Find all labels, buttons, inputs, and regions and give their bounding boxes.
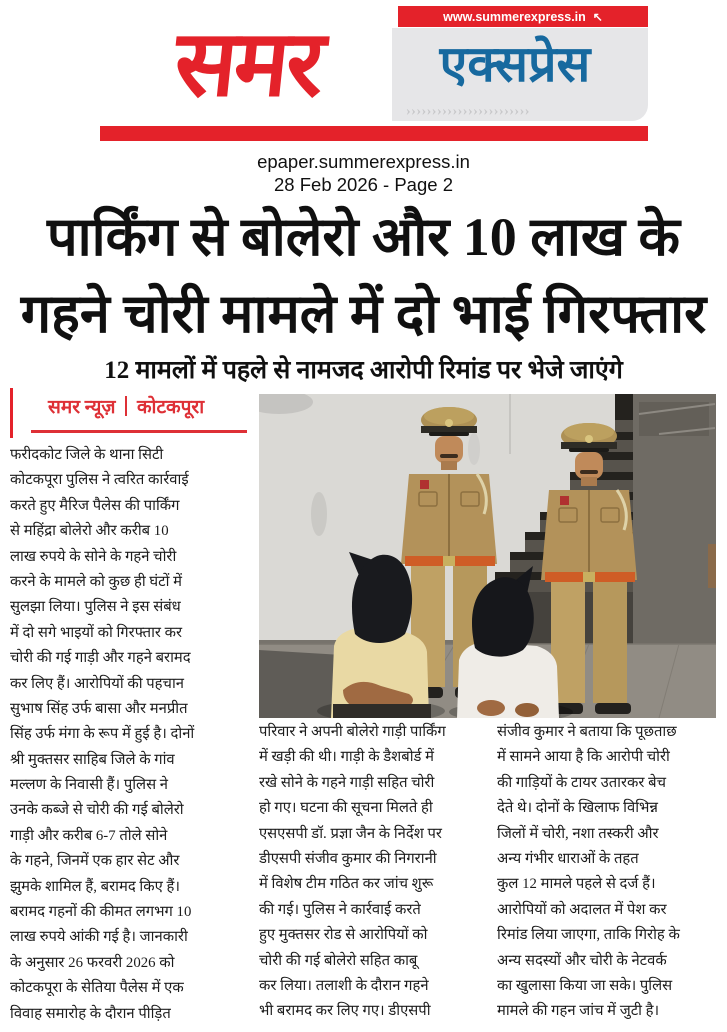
text-line: संजीव कुमार ने बताया कि पूछताछ <box>497 724 677 740</box>
text-line: कर लिया। तलाशी के दौरान गहने <box>259 977 429 994</box>
text-line: की गाड़ियों के टायर उतारकर बेच <box>497 774 666 791</box>
text-line: लाख रुपये के सोने के गहने चोरी <box>10 548 177 565</box>
text-line: के गहने, जिनमें एक हार सेट और <box>10 853 180 870</box>
text-line: लाख रुपये आंकी गई है। जानकारी <box>10 929 188 946</box>
logo-samar: समर <box>169 13 327 115</box>
text-line: आरोपियों को अदालत में पेश कर <box>497 901 667 918</box>
text-line: का खुलासा किया जा सके। पुलिस <box>497 977 673 994</box>
text-line: कर लिए हैं। आरोपियों की पहचान <box>10 675 184 692</box>
article-column-1 <box>10 444 252 1028</box>
text-line: हो गए। घटना की सूचना मिलते ही <box>259 800 433 817</box>
epaper-date-page: 28 Feb 2026 - Page 2 <box>274 174 453 195</box>
text-line: जिलों में चोरी, नशा तस्करी और <box>497 825 659 842</box>
logo-express-box <box>392 28 648 121</box>
text-line: सिंह उर्फ मंगा के रूप में हुई है। दोनों <box>10 726 195 743</box>
text-line: फरीदकोट जिले के थाना सिटी <box>10 447 164 463</box>
text-line: में सामने आया है कि आरोपी चोरी <box>497 749 670 766</box>
text-line: गाड़ी और करीब 6-7 तोले सोने <box>10 827 168 844</box>
left-margin-red-tick <box>10 388 13 438</box>
text-line: में दो सगे भाइयों को गिरफ्तार कर <box>10 624 183 641</box>
text-line: चोरी की गई बोलेरो सहित काबू <box>259 952 418 969</box>
website-url-strip[interactable] <box>398 6 648 27</box>
text-line: कोटकपूरा के सेतिया पैलेस में एक <box>10 980 184 997</box>
text-line: डीएसपी संजीव कुमार की निगरानी <box>259 850 437 867</box>
logo-express: एक्सप्रेस <box>439 36 591 92</box>
text-line: मल्लण के निवासी हैं। पुलिस ने <box>10 777 169 794</box>
subheadline: 12 मामलों में पहले से नामजद आरोपी रिमांड पर भेजे जाएंगे <box>104 357 623 384</box>
text-line: मामले की गहन जांच में जुटी है। <box>497 1003 660 1020</box>
text-line: श्री मुक्तसर साहिब जिले के गांव <box>10 751 175 768</box>
text-line: हुए मुक्तसर रोड से आरोपियों को <box>259 927 428 944</box>
text-line: करते हुए मैरिज पैलेस की पार्किंग <box>10 497 180 514</box>
headline-line2: गहने चोरी मामले में दो भाई गिरफ्तार <box>20 284 707 344</box>
text-line: रिमांड लिया जाएगा, ताकि गिरोह के <box>497 927 680 944</box>
text-line: में विशेष टीम गठित कर जांच शुरू <box>259 876 434 893</box>
headline-line1: पार्किंग से बोलेरो और 10 लाख के <box>46 207 681 267</box>
text-line: बरामद गहनों की कीमत लगभग 10 <box>10 904 192 921</box>
text-line: एसएसपी डॉ. प्रज्ञा जैन के निर्देश पर <box>259 825 442 842</box>
byline-location: कोटकपूरा <box>136 397 205 418</box>
text-line: कोटकपूरा पुलिस ने त्वरित कार्रवाई <box>10 472 189 489</box>
text-line: की गई। पुलिस ने कार्रवाई करते <box>259 901 421 918</box>
news-photo-illustration <box>259 394 716 718</box>
epaper-url: epaper.summerexpress.in <box>257 151 470 172</box>
text-line: में खड़ी की थी। गाड़ी के डैशबोर्ड में <box>259 749 434 766</box>
masthead <box>100 5 648 143</box>
text-line: भी बरामद कर लिए गए। डीएसपी <box>259 1003 431 1020</box>
article-column-2 <box>259 721 483 1026</box>
text-line: के अनुसार 26 फरवरी 2026 को <box>10 954 175 971</box>
article-columns-2-3 <box>259 721 721 1026</box>
cursor-arrow-icon: ↖ <box>592 9 603 24</box>
text-line: करने के मामले को कुछ ही घंटों में <box>10 573 182 590</box>
text-line: उनके कब्जे से चोरी की गई बोलेरो <box>10 802 184 819</box>
text-line: विवाह समारोह के दौरान पीड़ित <box>10 1005 171 1022</box>
text-line: झुमके शामिल हैं, बरामद किए हैं। <box>10 878 180 895</box>
text-line: सुलझा लिया। पुलिस ने इस संबंध <box>10 599 181 616</box>
byline-agency: समर न्यूज़ <box>48 397 116 418</box>
text-line: से महिंद्रा बोलेरो और करीब 10 <box>10 523 169 540</box>
byline-separator <box>125 396 127 416</box>
text-line: अन्य गंभीर धाराओं के तहत <box>497 850 639 867</box>
news-photo <box>259 394 716 718</box>
article-column-3 <box>497 721 721 1026</box>
text-line: सुभाष सिंह उर्फ बासा और मनप्रीत <box>10 700 188 717</box>
byline <box>48 393 204 419</box>
text-line: चोरी की गई गाड़ी और गहने बरामद <box>10 650 191 667</box>
text-line: देते थे। दोनों के खिलाफ विभिन्न <box>497 800 658 817</box>
text-line: कुल 12 मामले पहले से दर्ज हैं। <box>497 876 656 893</box>
text-line: अन्य सदस्यों और चोरी के नेटवर्क <box>497 952 667 969</box>
chevrons-decoration: ›››››››››››››››››››››››› <box>406 104 530 119</box>
headline <box>0 199 727 353</box>
epaper-meta <box>0 150 727 196</box>
text-line: रखे सोने के गहने गाड़ी सहित चोरी <box>259 774 435 791</box>
text-line: परिवार ने अपनी बोलेरो गाड़ी पार्किंग <box>259 724 446 740</box>
website-url-text: www.summerexpress.in <box>443 9 586 24</box>
masthead-red-bar <box>100 126 648 141</box>
byline-underline <box>31 430 247 433</box>
